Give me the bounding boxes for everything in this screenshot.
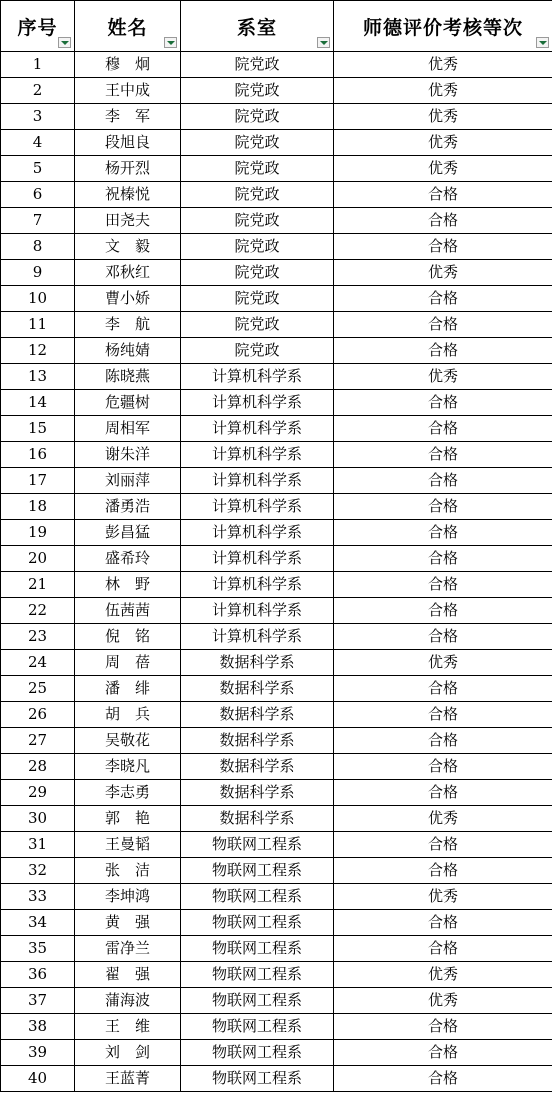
cell-name[interactable]: 周相军: [75, 416, 181, 442]
cell-grade[interactable]: 合格: [334, 468, 552, 494]
cell-no[interactable]: 37: [1, 988, 75, 1014]
cell-dept[interactable]: 数据科学系: [181, 754, 334, 780]
table-row: [1, 312, 552, 338]
cell-name[interactable]: 潘勇浩: [75, 494, 181, 520]
cell-name[interactable]: 周 蓓: [75, 650, 181, 676]
table-row: [1, 988, 552, 1014]
cell-grade[interactable]: 优秀: [334, 988, 552, 1014]
cell-no[interactable]: 27: [1, 728, 75, 754]
cell-dept[interactable]: 数据科学系: [181, 702, 334, 728]
cell-name[interactable]: 文 毅: [75, 234, 181, 260]
cell-name[interactable]: 李 航: [75, 312, 181, 338]
cell-name[interactable]: 王中成: [75, 78, 181, 104]
filter-dropdown-icon[interactable]: [317, 37, 330, 48]
cell-no[interactable]: 18: [1, 494, 75, 520]
cell-name[interactable]: 吴敬花: [75, 728, 181, 754]
cell-dept[interactable]: 计算机科学系: [181, 416, 334, 442]
cell-grade[interactable]: 合格: [334, 780, 552, 806]
cell-name[interactable]: 王蓝菁: [75, 1066, 181, 1092]
cell-name[interactable]: 郭 艳: [75, 806, 181, 832]
cell-no[interactable]: 39: [1, 1040, 75, 1066]
table-row: [1, 494, 552, 520]
cell-no[interactable]: 5: [1, 156, 75, 182]
table-row: [1, 234, 552, 260]
cell-name[interactable]: 李晓凡: [75, 754, 181, 780]
cell-name[interactable]: 杨开烈: [75, 156, 181, 182]
cell-no[interactable]: 19: [1, 520, 75, 546]
cell-no[interactable]: 22: [1, 598, 75, 624]
cell-no[interactable]: 28: [1, 754, 75, 780]
cell-no[interactable]: 23: [1, 624, 75, 650]
table-row: [1, 676, 552, 702]
cell-no[interactable]: 30: [1, 806, 75, 832]
cell-no[interactable]: 6: [1, 182, 75, 208]
cell-name[interactable]: 胡 兵: [75, 702, 181, 728]
cell-grade[interactable]: 优秀: [334, 104, 552, 130]
cell-grade[interactable]: 合格: [334, 390, 552, 416]
cell-grade[interactable]: 合格: [334, 546, 552, 572]
cell-name[interactable]: 翟 强: [75, 962, 181, 988]
cell-name[interactable]: 张 洁: [75, 858, 181, 884]
cell-name[interactable]: 蒲海波: [75, 988, 181, 1014]
cell-dept[interactable]: 物联网工程系: [181, 884, 334, 910]
cell-name[interactable]: 邓秋红: [75, 260, 181, 286]
table-row: [1, 1040, 552, 1066]
cell-dept[interactable]: 物联网工程系: [181, 936, 334, 962]
cell-grade[interactable]: 合格: [334, 728, 552, 754]
cell-grade[interactable]: 合格: [334, 338, 552, 364]
cell-dept[interactable]: 院党政: [181, 130, 334, 156]
cell-name[interactable]: 谢朱洋: [75, 442, 181, 468]
cell-grade[interactable]: 合格: [334, 936, 552, 962]
cell-no[interactable]: 1: [1, 52, 75, 78]
header-cell-no: [1, 1, 75, 52]
table-row: [1, 884, 552, 910]
cell-dept[interactable]: 数据科学系: [181, 650, 334, 676]
cell-name[interactable]: 潘 绯: [75, 676, 181, 702]
cell-no[interactable]: 36: [1, 962, 75, 988]
cell-dept[interactable]: 院党政: [181, 182, 334, 208]
table-row: [1, 130, 552, 156]
cell-name[interactable]: 林 野: [75, 572, 181, 598]
cell-grade[interactable]: 优秀: [334, 884, 552, 910]
cell-no[interactable]: 38: [1, 1014, 75, 1040]
cell-dept[interactable]: 院党政: [181, 78, 334, 104]
header-label-grade: 师德评价考核等次: [362, 16, 523, 39]
header-cell-name: [75, 1, 181, 52]
table-row: [1, 1066, 552, 1092]
cell-grade[interactable]: 优秀: [334, 650, 552, 676]
cell-dept[interactable]: 计算机科学系: [181, 390, 334, 416]
cell-no[interactable]: 2: [1, 78, 75, 104]
cell-grade[interactable]: 合格: [334, 182, 552, 208]
cell-name[interactable]: 祝榛悦: [75, 182, 181, 208]
filter-dropdown-icon[interactable]: [58, 37, 71, 48]
table-row: [1, 624, 552, 650]
cell-name[interactable]: 段旭良: [75, 130, 181, 156]
cell-no[interactable]: 11: [1, 312, 75, 338]
cell-dept[interactable]: 计算机科学系: [181, 598, 334, 624]
cell-name[interactable]: 黄 强: [75, 910, 181, 936]
cell-no[interactable]: 33: [1, 884, 75, 910]
table-row: [1, 598, 552, 624]
cell-name[interactable]: 李 军: [75, 104, 181, 130]
cell-no[interactable]: 4: [1, 130, 75, 156]
table-row: [1, 156, 552, 182]
table-row: [1, 182, 552, 208]
cell-no[interactable]: 8: [1, 234, 75, 260]
cell-name[interactable]: 倪 铭: [75, 624, 181, 650]
cell-dept[interactable]: 院党政: [181, 104, 334, 130]
cell-no[interactable]: 7: [1, 208, 75, 234]
table-row: [1, 260, 552, 286]
cell-grade[interactable]: 优秀: [334, 962, 552, 988]
cell-no[interactable]: 35: [1, 936, 75, 962]
cell-grade[interactable]: 优秀: [334, 130, 552, 156]
cell-dept[interactable]: 院党政: [181, 312, 334, 338]
cell-grade[interactable]: 优秀: [334, 260, 552, 286]
cell-no[interactable]: 20: [1, 546, 75, 572]
header-cell-grade: [334, 1, 552, 52]
cell-no[interactable]: 24: [1, 650, 75, 676]
cell-grade[interactable]: 合格: [334, 572, 552, 598]
header-label-no: 序号: [17, 16, 58, 39]
cell-dept[interactable]: 计算机科学系: [181, 624, 334, 650]
header-label-name: 姓名: [107, 16, 148, 39]
cell-grade[interactable]: 合格: [334, 624, 552, 650]
cell-name[interactable]: 危疆树: [75, 390, 181, 416]
header-cell-dept: [181, 1, 334, 52]
cell-dept[interactable]: 物联网工程系: [181, 962, 334, 988]
cell-dept[interactable]: 院党政: [181, 338, 334, 364]
cell-grade[interactable]: 合格: [334, 754, 552, 780]
table-row: [1, 338, 552, 364]
cell-no[interactable]: 9: [1, 260, 75, 286]
table-row: [1, 208, 552, 234]
cell-name[interactable]: 伍茜茜: [75, 598, 181, 624]
table-header: [1, 1, 552, 52]
table-row: [1, 416, 552, 442]
table-row: [1, 286, 552, 312]
cell-no[interactable]: 40: [1, 1066, 75, 1092]
table-row: [1, 572, 552, 598]
cell-dept[interactable]: 院党政: [181, 286, 334, 312]
cell-dept[interactable]: 院党政: [181, 156, 334, 182]
cell-dept[interactable]: 物联网工程系: [181, 1014, 334, 1040]
table-row: [1, 78, 552, 104]
cell-grade[interactable]: 合格: [334, 598, 552, 624]
cell-grade[interactable]: 合格: [334, 910, 552, 936]
cell-dept[interactable]: 计算机科学系: [181, 494, 334, 520]
cell-name[interactable]: 王 维: [75, 1014, 181, 1040]
cell-dept[interactable]: 计算机科学系: [181, 442, 334, 468]
cell-name[interactable]: 彭昌猛: [75, 520, 181, 546]
filter-dropdown-icon[interactable]: [164, 37, 177, 48]
cell-name[interactable]: 李坤鸿: [75, 884, 181, 910]
cell-no[interactable]: 32: [1, 858, 75, 884]
table-row: [1, 754, 552, 780]
cell-grade[interactable]: 合格: [334, 442, 552, 468]
cell-grade[interactable]: 合格: [334, 286, 552, 312]
cell-dept[interactable]: 院党政: [181, 52, 334, 78]
cell-grade[interactable]: 合格: [334, 676, 552, 702]
table-row: [1, 650, 552, 676]
table-body: [1, 52, 552, 1092]
cell-dept[interactable]: 数据科学系: [181, 728, 334, 754]
table-row: [1, 546, 552, 572]
cell-dept[interactable]: 计算机科学系: [181, 520, 334, 546]
cell-dept[interactable]: 物联网工程系: [181, 1040, 334, 1066]
cell-grade[interactable]: 合格: [334, 702, 552, 728]
table-row: [1, 442, 552, 468]
cell-no[interactable]: 13: [1, 364, 75, 390]
table-row: [1, 910, 552, 936]
cell-no[interactable]: 16: [1, 442, 75, 468]
cell-dept[interactable]: 数据科学系: [181, 806, 334, 832]
table-row: [1, 468, 552, 494]
cell-name[interactable]: 盛希玲: [75, 546, 181, 572]
table-row: [1, 390, 552, 416]
table-row: [1, 780, 552, 806]
cell-grade[interactable]: 合格: [334, 312, 552, 338]
cell-name[interactable]: 杨纯婧: [75, 338, 181, 364]
cell-dept[interactable]: 计算机科学系: [181, 546, 334, 572]
cell-grade[interactable]: 合格: [334, 1066, 552, 1092]
cell-dept[interactable]: 物联网工程系: [181, 858, 334, 884]
cell-dept[interactable]: 物联网工程系: [181, 832, 334, 858]
cell-grade[interactable]: 合格: [334, 832, 552, 858]
header-label-dept: 系室: [236, 16, 277, 39]
table-row: [1, 1014, 552, 1040]
cell-name[interactable]: 田尧夫: [75, 208, 181, 234]
table-row: [1, 104, 552, 130]
cell-grade[interactable]: 合格: [334, 858, 552, 884]
cell-no[interactable]: 12: [1, 338, 75, 364]
table-row: [1, 364, 552, 390]
cell-no[interactable]: 15: [1, 416, 75, 442]
cell-dept[interactable]: 物联网工程系: [181, 988, 334, 1014]
cell-grade[interactable]: 合格: [334, 234, 552, 260]
filter-dropdown-icon[interactable]: [536, 37, 549, 48]
cell-dept[interactable]: 数据科学系: [181, 676, 334, 702]
table-row: [1, 936, 552, 962]
cell-grade[interactable]: 优秀: [334, 78, 552, 104]
cell-grade[interactable]: 合格: [334, 1014, 552, 1040]
cell-name[interactable]: 王曼韬: [75, 832, 181, 858]
cell-name[interactable]: 陈晓燕: [75, 364, 181, 390]
cell-grade[interactable]: 合格: [334, 494, 552, 520]
cell-name[interactable]: 穆 炯: [75, 52, 181, 78]
cell-grade[interactable]: 合格: [334, 416, 552, 442]
cell-no[interactable]: 10: [1, 286, 75, 312]
cell-name[interactable]: 曹小娇: [75, 286, 181, 312]
cell-no[interactable]: 34: [1, 910, 75, 936]
cell-no[interactable]: 17: [1, 468, 75, 494]
cell-no[interactable]: 3: [1, 104, 75, 130]
table-row: [1, 858, 552, 884]
cell-no[interactable]: 29: [1, 780, 75, 806]
table-row: [1, 832, 552, 858]
cell-grade[interactable]: 优秀: [334, 52, 552, 78]
cell-grade[interactable]: 合格: [334, 520, 552, 546]
cell-no[interactable]: 31: [1, 832, 75, 858]
cell-dept[interactable]: 数据科学系: [181, 780, 334, 806]
cell-no[interactable]: 25: [1, 676, 75, 702]
cell-dept[interactable]: 院党政: [181, 260, 334, 286]
cell-no[interactable]: 21: [1, 572, 75, 598]
cell-dept[interactable]: 计算机科学系: [181, 468, 334, 494]
table-row: [1, 962, 552, 988]
cell-grade[interactable]: 合格: [334, 208, 552, 234]
table-row: [1, 702, 552, 728]
cell-name[interactable]: 刘丽萍: [75, 468, 181, 494]
cell-name[interactable]: 李志勇: [75, 780, 181, 806]
cell-grade[interactable]: 优秀: [334, 364, 552, 390]
cell-name[interactable]: 刘 剑: [75, 1040, 181, 1066]
table-row: [1, 806, 552, 832]
cell-dept[interactable]: 物联网工程系: [181, 910, 334, 936]
cell-dept[interactable]: 计算机科学系: [181, 364, 334, 390]
table-row: [1, 52, 552, 78]
header-row: [1, 1, 552, 52]
table-row: [1, 520, 552, 546]
cell-grade[interactable]: 优秀: [334, 806, 552, 832]
cell-no[interactable]: 26: [1, 702, 75, 728]
cell-name[interactable]: 雷净兰: [75, 936, 181, 962]
table-row: [1, 728, 552, 754]
cell-dept[interactable]: 物联网工程系: [181, 1066, 334, 1092]
cell-dept[interactable]: 院党政: [181, 208, 334, 234]
cell-grade[interactable]: 合格: [334, 1040, 552, 1066]
cell-dept[interactable]: 院党政: [181, 234, 334, 260]
cell-grade[interactable]: 优秀: [334, 156, 552, 182]
cell-dept[interactable]: 计算机科学系: [181, 572, 334, 598]
cell-no[interactable]: 14: [1, 390, 75, 416]
